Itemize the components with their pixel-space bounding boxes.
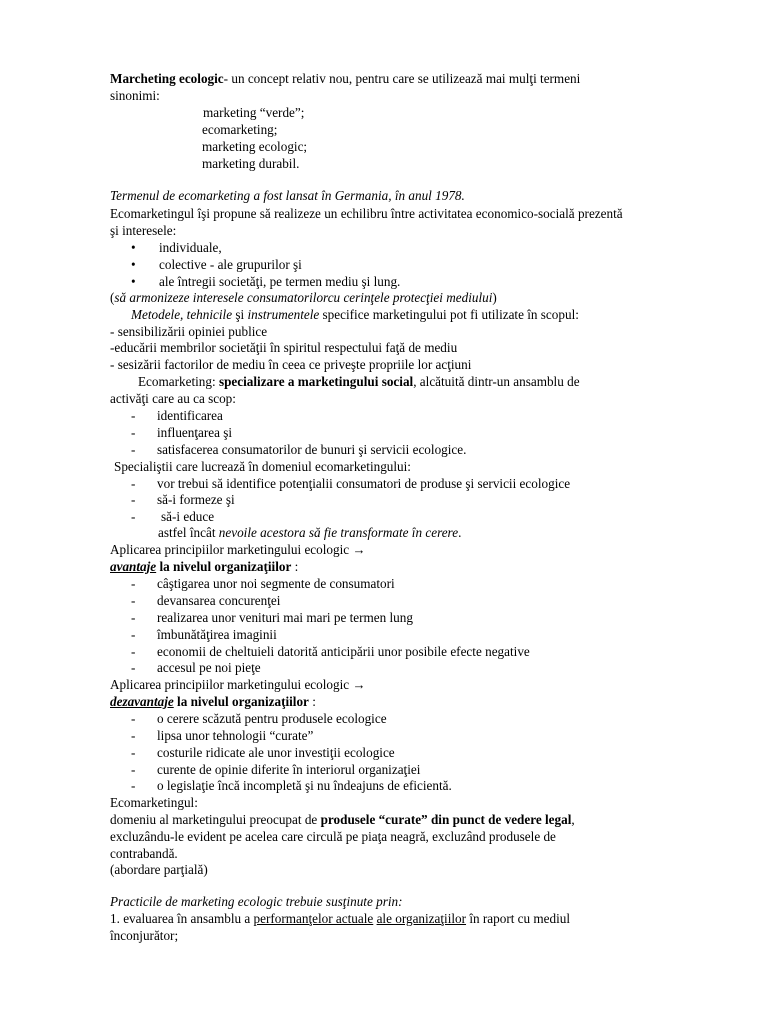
needs-prefix: astfel încât	[158, 525, 219, 540]
practices-heading: Practicile de marketing ecologic trebuie susţinute prin:	[110, 894, 403, 909]
advantages-heading	[110, 558, 670, 575]
dash-icon: -	[131, 644, 136, 659]
list-item	[131, 609, 691, 626]
dash-icon: -	[131, 425, 136, 440]
methods-text: specifice marketingului pot fi utilizate în scopul:	[319, 307, 579, 322]
list-item	[131, 761, 691, 778]
purpose-item: -educării membrilor societăţii în spiritul respectului faţă de mediu	[110, 340, 458, 355]
definition-bold: specializare a marketingului social	[218, 374, 414, 389]
domain-comma: ,	[571, 812, 575, 827]
colon: :	[291, 559, 299, 574]
synonym-item: marketing ecologic;	[202, 139, 308, 154]
dash-icon: -	[131, 728, 136, 743]
specialists-intro: Specialiştii care lucrează în domeniul ecomarketingului:	[114, 459, 411, 474]
list-item	[131, 575, 691, 592]
list-item-text: accesul pe noi pieţe	[157, 660, 261, 675]
point-1-underlined-2: ale organizaţiilor	[376, 911, 467, 926]
definition-line	[138, 373, 698, 390]
advantages-level: la nivelul organizaţiilor	[156, 559, 292, 574]
dash-icon: -	[131, 593, 136, 608]
point-1-line-2: înconjurător;	[110, 928, 179, 943]
bullet-icon: •	[131, 274, 136, 289]
methods-italic-2: instrumentele	[247, 307, 320, 322]
purpose-item: - sesizării factorilor de mediu în ceea ce priveşte propriile lor acţiuni	[110, 357, 472, 372]
synonym-item: marketing durabil.	[202, 156, 300, 171]
list-item-text: îmbunătăţirea imaginii	[157, 627, 277, 642]
list-item	[131, 424, 691, 441]
list-item-text: vor trebui să identifice potenţialii consumatori de produse şi servicii ecologice	[157, 476, 571, 491]
needs-italic: nevoile acestora să fie transformate în cerere	[218, 525, 459, 540]
intro-text: - un concept relativ nou, pentru care se utilizează mai mulţi termeni	[223, 71, 581, 86]
dash-icon: -	[131, 660, 136, 675]
point-1-underlined: performanţelor actuale	[253, 911, 374, 926]
list-item-text: economii de cheltuieli datorită anticipării unor posibile efecte negative	[157, 644, 530, 659]
dash-icon: -	[131, 610, 136, 625]
list-item-text: influenţarea şi	[157, 425, 233, 440]
synonym-item: marketing “verde”;	[203, 105, 305, 120]
aims-line: Ecomarketingul îşi propune să realizeze un echilibru între activitatea economico-socială prezentă	[110, 206, 623, 221]
list-item-text: o cerere scăzută pentru produsele ecologice	[157, 711, 387, 726]
domain-prefix: domeniu al marketingului preocupat de	[110, 812, 321, 827]
disadvantages-word: dezavantaje	[110, 694, 174, 709]
disadvantages-level: la nivelul organizaţiilor	[173, 694, 309, 709]
bullet-icon: •	[131, 240, 136, 255]
advantages-word: avantaje	[110, 559, 157, 574]
doc-title: Marcheting ecologic	[110, 71, 224, 86]
list-item	[131, 744, 691, 761]
dash-icon: -	[131, 745, 136, 760]
synonym-item: ecomarketing;	[202, 122, 278, 137]
list-item-text: câştigarea unor noi segmente de consumatori	[157, 576, 395, 591]
needs-end: .	[458, 525, 462, 540]
domain-bold: produsele “curate” din punct de vedere legal	[320, 812, 572, 827]
list-item	[131, 441, 691, 458]
list-item-text: ale întregii societăţi, pe termen mediu şi lung.	[159, 274, 401, 289]
list-item	[131, 626, 691, 643]
list-item-text: realizarea unor venituri mai mari pe termen lung	[157, 610, 413, 625]
list-item	[131, 273, 691, 290]
launch-note: Termenul de ecomarketing a fost lansat în Germania, în anul 1978.	[110, 188, 465, 203]
dash-icon: -	[131, 711, 136, 726]
dash-icon: -	[131, 778, 136, 793]
dash-icon: -	[131, 509, 136, 524]
dash-icon: -	[131, 408, 136, 423]
aims-line-2: şi interesele:	[110, 223, 177, 238]
colon: :	[308, 694, 316, 709]
list-item	[131, 491, 691, 508]
list-item	[131, 407, 691, 424]
dash-icon: -	[131, 476, 136, 491]
definition-text: , alcătuită dintr-un ansamblu de	[413, 374, 580, 389]
point-1-text: în raport cu mediul	[466, 911, 571, 926]
list-item-text: costurile ridicate ale unor investiţii ecologice	[157, 745, 395, 760]
disadvantages-heading	[110, 693, 670, 710]
dash-icon: -	[131, 442, 136, 457]
list-item	[131, 475, 691, 492]
list-item	[131, 508, 691, 525]
domain-line-2: excluzându-le evident pe acelea care circulă pe piaţa neagră, excluzând produsele de	[110, 829, 556, 844]
list-item-text: să-i educe	[161, 509, 215, 524]
list-item-text: individuale,	[159, 240, 222, 255]
list-item	[131, 643, 691, 660]
harmonize-text: să armonizeze interesele consumatorilorcu cerinţele protecţiei mediului	[114, 290, 493, 305]
dash-icon: -	[131, 762, 136, 777]
list-item-text: identificarea	[157, 408, 223, 423]
list-item	[131, 727, 691, 744]
list-item	[131, 659, 691, 676]
partial-note: (abordare parţială)	[110, 862, 208, 877]
methods-italic: Metodele, tehnicile	[131, 307, 233, 322]
list-item-text: lipsa unor tehnologii “curate”	[157, 728, 314, 743]
bullet-icon: •	[131, 257, 136, 272]
list-item-text: devansarea concurenţei	[157, 593, 281, 608]
methods-and: şi	[232, 307, 248, 322]
definition-prefix: Ecomarketing:	[138, 374, 219, 389]
point-1-prefix: 1. evaluarea în ansamblu a	[110, 911, 254, 926]
list-item	[131, 239, 691, 256]
list-item	[131, 256, 691, 273]
list-item-text: o legislaţie încă incompletă şi nu îndeajuns de eficientă.	[157, 778, 452, 793]
list-item	[131, 592, 691, 609]
harmonize-note: (să armonizeze interesele consumatorilorcu cerinţele protecţiei mediului)	[110, 290, 497, 305]
eco-label: Ecomarketingul:	[110, 795, 198, 810]
list-item-text: curente de opinie diferite în interiorul organizaţiei	[157, 762, 421, 777]
domain-line	[110, 811, 670, 828]
dash-icon: -	[131, 627, 136, 642]
intro-line	[110, 70, 670, 87]
needs-line	[158, 524, 718, 541]
list-item-text: să-i formeze şi	[157, 492, 235, 507]
dash-icon: -	[131, 492, 136, 507]
methods-line	[131, 306, 691, 323]
list-item-text: colective - ale grupurilor şi	[159, 257, 302, 272]
point-1	[110, 910, 670, 927]
purpose-item: - sensibilizării opiniei publice	[110, 324, 268, 339]
list-item-text: satisfacerea consumatorilor de bunuri şi servicii ecologice.	[157, 442, 467, 457]
dash-icon: -	[131, 576, 136, 591]
list-item	[131, 710, 691, 727]
apply-line: Aplicarea principiilor marketingului ecologic →	[110, 677, 366, 692]
list-item	[131, 777, 691, 794]
domain-line-3: contrabandă.	[110, 846, 178, 861]
definition-line-2: activăţi care au ca scop:	[110, 391, 236, 406]
intro-line-2: sinonimi:	[110, 88, 160, 103]
apply-line: Aplicarea principiilor marketingului ecologic →	[110, 542, 366, 557]
